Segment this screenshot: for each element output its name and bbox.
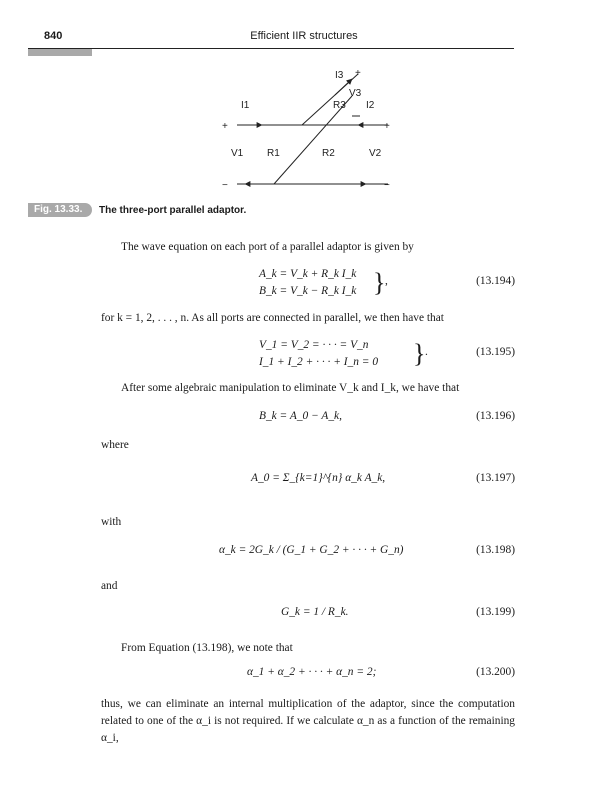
eq197-body: A_0 = Σ_{k=1}^{n} α_k A_k, [251, 472, 386, 484]
figure-tag: Fig. 13.33. [28, 203, 92, 217]
label-r3: R3 [333, 100, 346, 111]
label-i2: I2 [366, 100, 375, 111]
equation-13-194: A_k = V_k + R_k I_k B_k = V_k − R_k I_k } , (13.194) [101, 266, 515, 300]
eq200-body: α_1 + α_2 + · · · + α_n = 2; [247, 666, 377, 678]
equation-13-197 [101, 462, 515, 502]
equation-13-195-lines [259, 337, 378, 371]
eq196-body: B_k = A_0 − A_k, [259, 410, 342, 422]
label-v2: V2 [369, 148, 382, 159]
paragraph-eliminate-multiplication: thus, we can eliminate an internal multiplication of the adaptor, since the computation related to one of the α_i is not required. If we calculate α_n as a function of the remaining α_i, [101, 698, 515, 744]
eq199-number: (13.199) [476, 606, 515, 618]
header-accent-bar [28, 49, 92, 56]
word-and: and [101, 580, 118, 592]
label-r2: R2 [322, 148, 335, 159]
eq195-number: (13.195) [476, 346, 515, 358]
equation-13-198 [101, 536, 515, 572]
eq199-body: G_k = 1 / R_k. [281, 606, 349, 618]
eq195-line1: V_1 = V_2 = · · · = V_n [259, 339, 369, 351]
label-r1: R1 [267, 148, 280, 159]
paragraph-from-equation: From Equation (13.198), we note that [121, 642, 293, 654]
adaptor-diagram [0, 60, 608, 200]
eq194-line2: B_k = V_k − R_k I_k [259, 285, 357, 297]
page-number: 840 [44, 30, 63, 42]
eq195-line2: I_1 + I_2 + · · · + I_n = 0 [259, 356, 379, 368]
equation-13-196 [101, 410, 515, 428]
eq194-line1: A_k = V_k + R_k I_k [259, 268, 357, 280]
running-title: Efficient IIR structures [250, 30, 358, 42]
equation-13-194-lines [259, 266, 356, 300]
label-i1: I1 [241, 100, 250, 111]
eq198-body: α_k = 2G_k / (G_1 + G_2 + · · · + G_n) [219, 544, 404, 556]
label-plus-top: + [355, 68, 361, 79]
label-i3: I3 [335, 70, 344, 81]
eq200-number: (13.200) [476, 666, 515, 678]
label-v3: V3 [349, 88, 362, 99]
equation-13-195: V_1 = V_2 = · · · = V_n I_1 + I_2 + · · · + I_n = 0 } . (13.195) [101, 337, 515, 371]
equation-13-200 [101, 666, 515, 684]
equation-13-199 [101, 598, 515, 632]
eq194-number: (13.194) [476, 275, 515, 287]
paragraph-wave-equation: The wave equation on each port of a parallel adaptor is given by [121, 241, 414, 253]
eq198-number: (13.198) [476, 544, 515, 556]
paragraph-ports-parallel: for k = 1, 2, . . . , n. As all ports are connected in parallel, we then have that [101, 312, 444, 324]
label-plus-left: + [222, 121, 228, 132]
paragraph-manipulation: After some algebraic manipulation to eliminate V_k and I_k, we have that [121, 382, 460, 394]
figure-caption: The three-port parallel adaptor. [99, 205, 247, 216]
header-rule [28, 48, 514, 49]
eq196-number: (13.196) [476, 410, 515, 422]
label-minus-left: − [222, 180, 228, 191]
label-v1: V1 [231, 148, 244, 159]
label-minus-right: − [384, 180, 390, 191]
eq197-number: (13.197) [476, 472, 515, 484]
label-plus-right: + [384, 121, 390, 132]
word-with: with [101, 516, 122, 528]
word-where: where [101, 439, 129, 451]
